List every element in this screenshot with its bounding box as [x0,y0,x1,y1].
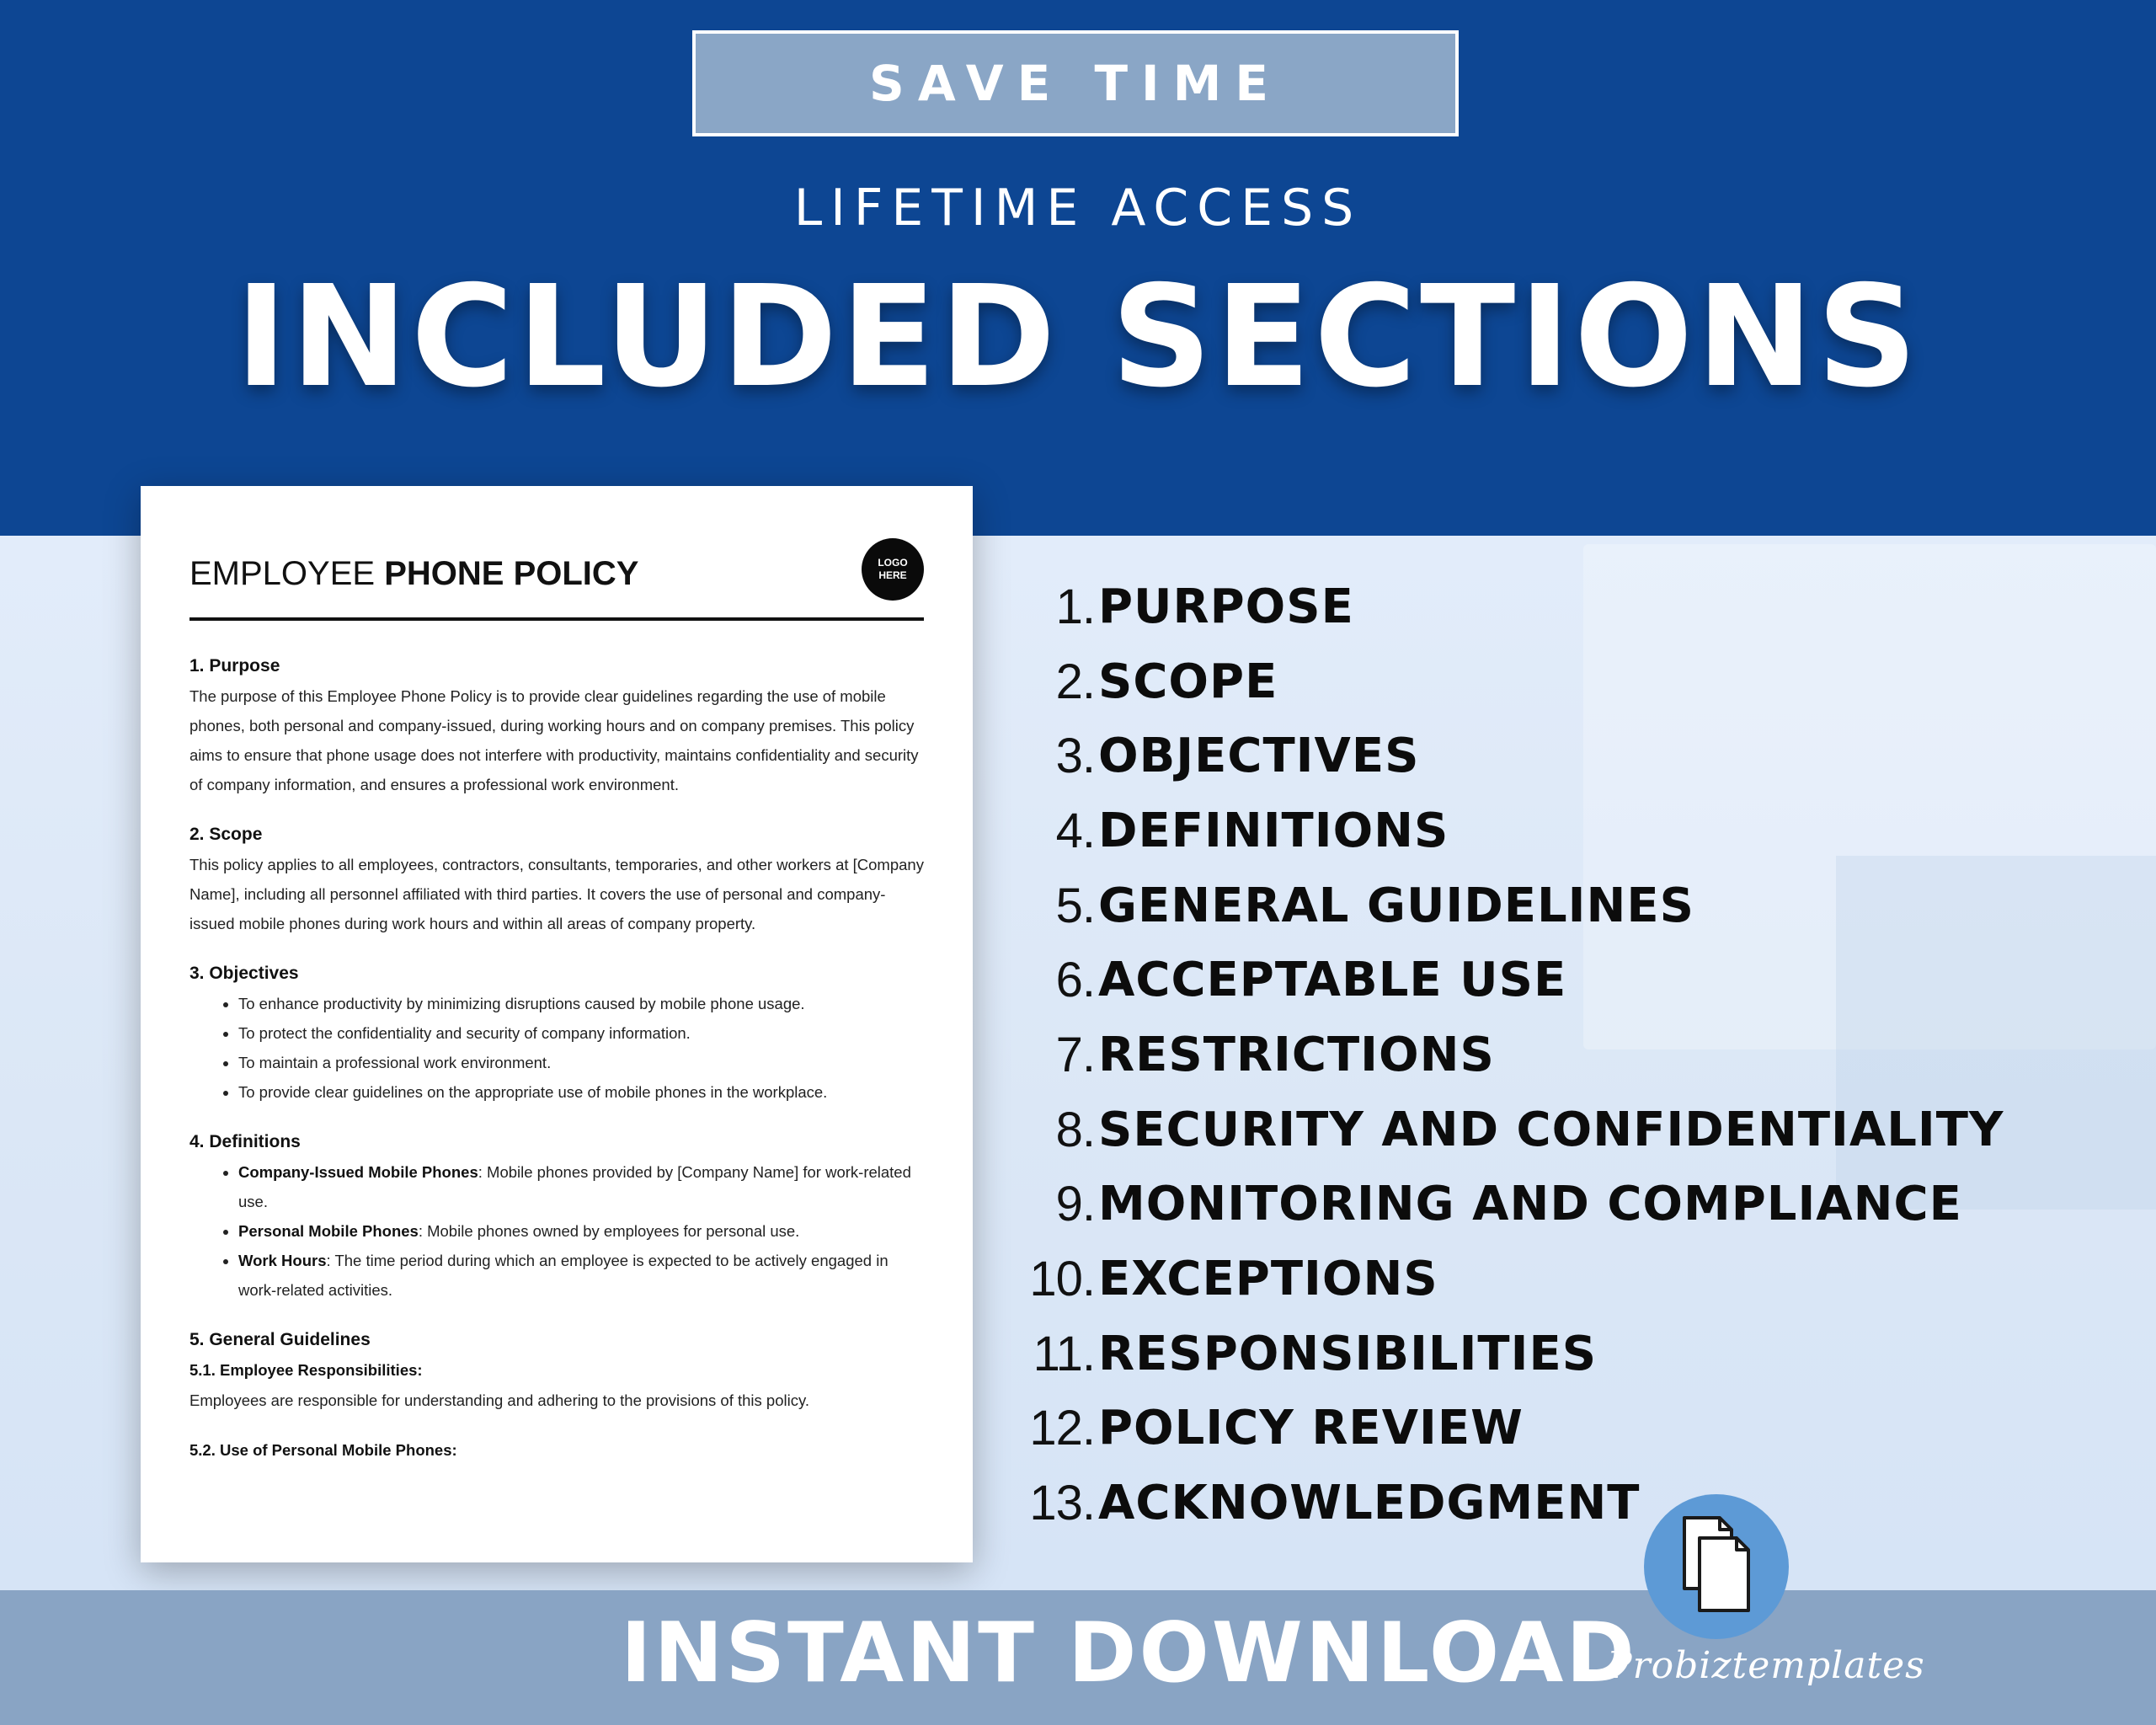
section-label: EXCEPTIONS [1098,1252,1438,1307]
brand-badge [1644,1494,1789,1639]
definition-text: : The time period during which an employee is expected to be actively engaged in work-related activities. [238,1252,889,1299]
document-body [189,651,924,1466]
objectives-list [189,989,924,1107]
section-label: ACKNOWLEDGMENT [1098,1476,1641,1531]
subsection-text-employee-responsibilities: Employees are responsible for understanding and adhering to the provisions of this policy. [189,1391,809,1409]
document-title [189,555,638,593]
section-list-item [1011,1242,2139,1316]
section-number: 2. [1055,654,1095,709]
section-list-item [1011,1092,2139,1167]
section-heading-scope: 2. Scope [189,825,263,844]
logo-text-line1: LOGO [878,557,908,569]
section-heading-definitions: 4. Definitions [189,1132,301,1151]
brand-name: Probiztemplates [1607,1644,1925,1687]
page-title: INCLUDED SECTIONS [235,256,1921,419]
section-list-item [1011,1466,2139,1541]
definition-term: Work Hours [238,1252,327,1269]
section-number: 8. [1055,1102,1095,1157]
section-number: 13. [1029,1476,1095,1531]
list-item [238,1157,924,1216]
list-item: • To protect the confidentiality and security of company information. [238,1018,924,1048]
subsection-heading-employee-responsibilities: 5.1. Employee Responsibilities: [189,1361,423,1379]
section-list-item [1011,569,2139,644]
section-number: 3. [1055,729,1095,784]
section-number: 1. [1055,579,1095,634]
section-label: OBJECTIVES [1098,729,1420,784]
document-title-light: EMPLOYEE [189,555,376,592]
section-number: 9. [1055,1177,1095,1232]
definition-term: Company-Issued Mobile Phones [238,1163,478,1181]
section-number: 4. [1055,803,1095,858]
section-label: SCOPE [1098,654,1278,709]
save-time-badge: SAVE TIME [692,30,1459,136]
section-label: GENERAL GUIDELINES [1098,878,1694,933]
section-heading-general-guidelines: 5. General Guidelines [189,1330,371,1349]
list-item: • To provide clear guidelines on the appropriate use of mobile phones in the workplace. [238,1077,924,1107]
definition-text: : Mobile phones provided by [Company Name] for work-related use. [238,1163,911,1210]
section-list-item [1011,644,2139,719]
section-heading-purpose: 1. Purpose [189,656,280,676]
definition-term: Personal Mobile Phones [238,1222,419,1240]
logo-placeholder [862,538,924,601]
definition-text: : Mobile phones owned by employees for personal use. [418,1222,800,1240]
subsection-heading-personal-phones: 5.2. Use of Personal Mobile Phones: [189,1441,457,1459]
section-label: DEFINITIONS [1098,803,1449,858]
section-number: 11. [1033,1326,1095,1381]
included-sections-list [1011,569,2139,1541]
logo-text-line2: HERE [878,569,907,581]
document-title-rule [189,617,924,621]
section-list-item [1011,718,2139,793]
document-preview [141,486,973,1562]
section-list-item [1011,868,2139,943]
list-item [238,1246,924,1305]
section-list-item [1011,1167,2139,1242]
section-label: PURPOSE [1098,579,1354,634]
instant-download-label: INSTANT DOWNLOAD [621,1605,1637,1701]
section-text-purpose: The purpose of this Employee Phone Policy is to provide clear guidelines regarding the use of mobile phones, both personal and company-issued, during working hours and on company premises. This policy aims to ensure that phone usage does not interfere with productivity, maintains confidentiality and security of company information, and ensures a professional work environment. [189,687,919,793]
documents-icon [1676,1513,1757,1621]
list-item: • To enhance productivity by minimizing disruptions caused by mobile phone usage. [238,989,924,1018]
section-list-item [1011,793,2139,868]
section-number: 5. [1055,878,1095,933]
section-list-item [1011,1017,2139,1092]
definitions-list [189,1157,924,1305]
section-text-scope: This policy applies to all employees, contractors, consultants, temporaries, and other workers at [Company Name], including all personnel affiliated with third parties. It covers the use of personal and company-issued mobile phones during work hours and within all areas of company property. [189,856,924,932]
list-item: • To maintain a professional work environment. [238,1048,924,1077]
document-title-bold: PHONE POLICY [384,555,639,592]
section-label: ACCEPTABLE USE [1098,953,1567,1008]
section-label: RESTRICTIONS [1098,1027,1495,1082]
section-label: RESPONSIBILITIES [1098,1326,1598,1381]
section-heading-objectives: 3. Objectives [189,964,299,983]
section-label: MONITORING AND COMPLIANCE [1098,1177,1962,1232]
section-number: 10. [1029,1252,1095,1307]
section-number: 12. [1029,1401,1095,1456]
section-list-item [1011,943,2139,1017]
section-list-item [1011,1316,2139,1391]
section-label: POLICY REVIEW [1098,1401,1524,1456]
section-number: 7. [1055,1027,1095,1082]
list-item [238,1216,924,1246]
lifetime-access-subtitle: LIFETIME ACCESS [793,179,1363,238]
section-list-item [1011,1391,2139,1466]
section-number: 6. [1055,953,1095,1008]
section-label: SECURITY AND CONFIDENTIALITY [1098,1102,2004,1157]
